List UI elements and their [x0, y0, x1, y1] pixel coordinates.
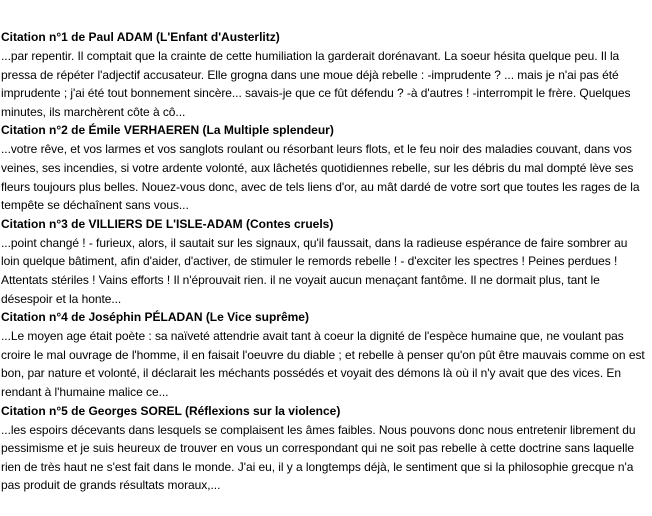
citation-text: ...point changé ! - furieux, alors, il sautait sur les signaux, qu'il faussait, dans la radieuse espérance de faire sombrer au loin quelque bâtiment, afin d'aider, d'activer, de stimuler le remords rebelle ! - d'exciter les spectres ! Peines perdues ! Attentats stériles ! Vains efforts ! Il n'éprouvait rien. il ne voyait aucun menaçant fantôme. Il ne dormait plus, tant le désespoir et la honte...	[1, 235, 628, 306]
citation-block	[1, 121, 652, 214]
citation-text: ...par repentir. Il comptait que la crainte de cette humiliation la garderait dorénavant. La soeur hésita quelque peu. Il la pressa de répéter l'adjectif accusateur. Elle grogna dans une moue déjà rebelle : -imprudente ? ... mais je n'ai pas été imprudente ; j'ai été tout bonnement sincère... savais-je que ce fût défendu ? -à d'autres ! -interrompit le frère. Quelques minutes, ils marchèrent côte à cô...	[1, 49, 631, 119]
citation-block	[1, 28, 652, 121]
citation-text: ...Le moyen age était poète : sa naïveté attendrie avait tant à coeur la dignité de l'espèce humaine que, ne voulant pas croire le mal ouvrage de l'homme, il en faisait l'oeuvre du diable ; et rebelle à penser qu'on pût être mauvais comme on est bon, par nature et volonté, il déclarait les méchants possédés et voyait des démons là où il n'y avait que des vices. En rendant à l'humaine malice ce...	[1, 329, 645, 399]
citation-text: ...votre rêve, et vos larmes et vos sanglots roulant ou résorbant leurs flots, et le feu noir des maladies couvant, dans vos veines, ses incendies, si votre ardente volonté, aux lâchetés quotidiennes rebelle, sur les débris du mal dompté lève ses fleurs toujours plus belles. Nouez-vous donc, avec de tels liens d'or, au mât dardé de votre sort que toutes les rages de la tempête se déchaînent sans vous...	[1, 142, 640, 213]
citation-text: ...les espoirs décevants dans lesquels se complaisent les âmes faibles. Nous pouvons donc nous entretenir librement du pessimisme et je suis heureux de trouver en vous un correspondant qui ne soit pas rebelle à cette doctrine sans laquelle rien de très haut ne s'est fait dans le monde. J'ai eu, il y a longtemps déjà, le sentiment que si la philosophie grecque n'a pas produit de grands résultats moraux,...	[1, 422, 636, 493]
citation-title: Citation n°3 de VILLIERS DE L'ISLE-ADAM (Contes cruels)	[1, 216, 334, 231]
citation-title: Citation n°1 de Paul ADAM (L'Enfant d'Austerlitz)	[1, 30, 280, 44]
citation-title: Citation n°5 de Georges SOREL (Réflexions sur la violence)	[1, 403, 341, 418]
citation-block	[1, 402, 652, 495]
citation-title: Citation n°4 de Joséphin PÉLADAN (Le Vice suprême)	[1, 310, 309, 325]
citation-block	[1, 215, 652, 308]
citation-title: Citation n°2 de Émile VERHAEREN (La Multiple splendeur)	[1, 123, 334, 138]
citation-block	[1, 308, 652, 401]
